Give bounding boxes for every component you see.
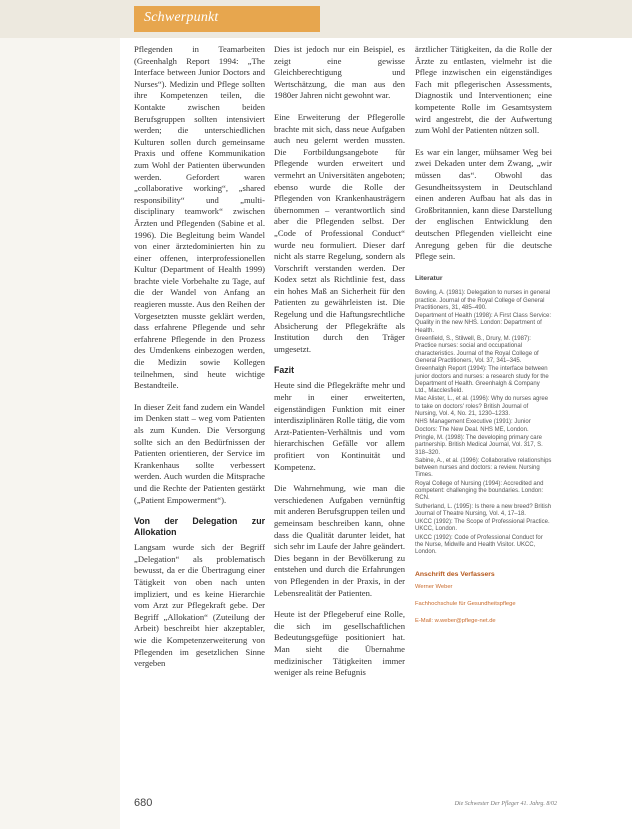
reference-item: Pringle, M. (1998): The developing primary care partnership. British Medical Journal, Vol. 317, S. 318–320.	[415, 434, 543, 456]
reference-item: UKCC (1992): Code of Professional Conduct for the Nurse, Midwife and Health Visitor. UKCC, London.	[415, 534, 543, 556]
paragraph: Die Wahrnehmung, wie man die verschiedenen Aufgaben vernünftig mit anderen Berufsgruppen teilen und gemeinsam beschreiben kann, ohne dass die Qualität darunter leidet, hat sich sehr im Laufe der Jahre geändert. Dies begann in der Bevölkerung zu entstehen und durch die Erfahrungen von Pflegenden in der Praxis, in der Lebensrealität der Patienten.	[274, 483, 405, 598]
reference-item: Department of Health (1998): A First Class Service: Quality in the new NHS. London: Department of Health.	[415, 313, 552, 334]
author-name: Werner Weber	[415, 584, 453, 591]
left-margin	[0, 38, 120, 829]
reference-item: Sutherland, L. (1995): Is there a new breed? British Journal of Theatre Nursing, Vol. 4, 17–18.	[415, 503, 552, 517]
reference-item: Sabine, A., et al. (1996): Collaborative relationships between nurses and doctors: a review. Nursing Times.	[415, 457, 552, 479]
reference-item: Greenhalgh Report (1994): The interface between junior doctors and nurses: a research study for the Department of Health. Greenhalgh & Company Ltd., Macclesfield.	[415, 366, 549, 395]
section-heading: Fazit	[274, 365, 295, 376]
reference-item: UKCC (1992): The Scope of Professional Practice. UKCC, London.	[415, 519, 550, 533]
paragraph: In dieser Zeit fand zudem ein Wandel im Denken statt – weg vom Patienten als zum Kunden. Die Versorgung sollte sich an den Bedürfnissen der Patienten orientieren, der Service im Krankenhaus sollte verbessert werden. Auch wurden die Mitsprache und die Rechte der Patienten gestärkt („Patient Empowerment“).	[134, 401, 265, 505]
reference-item: NHS Management Executive (1991): Junior Doctors: The New Deal. NHS ME, London.	[415, 419, 531, 433]
section-heading: Von der Delegation zur Allokation	[134, 516, 265, 538]
paragraph: ärztlicher Tätigkeiten, da die Rolle der Ärzte zu entlasten, vielmehr ist die Pflege inzwischen ein eigenständiges Fach mit pflegerischen Assessments, Diagnostik und Interventionen; eine kompetente Rolle im Gesamtsystem wird angestrebt, die der Aufwertung zum Wohl der Patienten nützen soll.	[415, 44, 552, 136]
text-column-1	[134, 44, 265, 680]
paragraph: Heute ist der Pflegeberuf eine Rolle, die sich im gesellschaftlichen Bedeutungsgefüge positioniert hat. Man sieht die Übernahme medizinischer Tätigkeiten immer weniger als reine Befugnis	[274, 609, 405, 678]
author-email: E-Mail: w.weber@pflege-net.de	[415, 618, 496, 625]
text-column-2	[274, 44, 405, 689]
reference-item: Mac Alister, L., et al. (1996): Why do nurses agree to take on doctors' roles? British Journal of Nursing, Vol. 4, No. 21, 1230–1233.	[415, 396, 549, 418]
reference-item: Bowling, A. (1981): Delegation to nurses in general practice. Journal of the Royal College of General Practitioners, 31, 485–490.	[415, 290, 551, 311]
paragraph: Pflegenden in Teamarbeiten (Greenhalgh Report 1994: „The Interface between Junior Doctors and Nurses“). Medizin und Pflege sollten ihre Kompetenzen teilen, die Kontakte zwischen beiden Berufsgruppen sollten intensiviert werden; die unterschiedlichen Kulturen sollen durch gemeinsame Praxis und offene Kommunikation zum Wohl der Patienten überwunden werden. Gefordert waren „collaborative working“, „shared responsibility“ und „multi-disciplinary teamwork“ zwischen Ärzten und Pflegenden (Sabine et al. 1996). Die Begleitung beim Wandel von einer ärztedominierten hin zu einer offenen, interprofessionellen Kultur (Department of Health 1999) brachte viele Vorbehalte zu Tage, auf die der Wandel von Anfang an reagieren musste. Aus den Reihen der Vorgesetzten musste geklärt werden, dass erfahrene Pflegende und sehr erfahrene Pflegende in den Prozess des Umdenkens einbezogen werden, die Medizin sowie Kollegen teilnehmen, sind heute wichtige Bestandteile.	[134, 44, 265, 391]
section-tab	[134, 6, 320, 32]
reference-item: Royal College of Nursing (1994): Accredited and competent: challenging the boundaries. London: RCN.	[415, 480, 544, 502]
paragraph: Dies ist jedoch nur ein Beispiel, es zeigt eine gewisse Gleichberechtigung und Wertschätzung, die man aus den 1980er Jahren nicht gewohnt war.	[274, 44, 405, 101]
paragraph: Langsam wurde sich der Begriff „Delegation“ als problematisch bewusst, da er die Übertragung einer Tätigkeit von oben nach unten impliziert, und es keine Hierarchie vom Arzt zur Pflegekraft gebe. Der Begriff „Allokation“ (Zuteilung der Arbeit) beschreibt hier akzeptabler, wie die Kompetenzerweiterung von Pflegenden im gesetzlichen Sinne vergeben	[134, 542, 265, 669]
journal-footer: Die Schwester Der Pfleger 41. Jahrg. 8/02	[454, 801, 557, 807]
author-address-title: Anschrift des Verfassers	[415, 570, 495, 578]
text-column-3	[415, 44, 552, 635]
references-list	[415, 290, 552, 556]
paragraph: Eine Erweiterung der Pflegerolle brachte mit sich, dass neue Aufgaben auch neu gelernt werden mussten. Die Fortbildungsangebote für Pflegende wurden erweitert und vermehrt an Universitäten angeboten; ebenso wurde die Rolle der Pflegenden von Krankenhausträgern übernommen – verantwortlich sind aber die Pflegenden selbst. Der „Code of Professional Conduct“ wurde neu formuliert. Dieser darf nicht als starre Regelung, sondern als Vorschrift verstanden werden. Der Kodex setzt als Richtlinie fest, dass ein hohes Maß an Sicherheit für den Patienten zu gewährleisten ist. Die Regelung und die Haftungsrechtliche Absicherung der Pflegekräfte als Institution durch den Träger umgesetzt.	[274, 111, 405, 354]
page-number: 680	[134, 797, 153, 809]
section-title: Schwerpunkt	[144, 10, 219, 25]
paragraph: Heute sind die Pflegekräfte mehr und mehr in einer erweiterten, eigenständigen Funktion mit einer interdisziplinären Rolle tätig, die vom Arzt-Patienten-Verhältnis und vom hierarchischen Gefälle vor allem profitiert von Kontinuität und Kompetenz.	[274, 380, 405, 472]
author-institution: Fachhochschule für Gesundheitspflege	[415, 601, 516, 608]
reference-item: Greenfield, S., Stilwell, B., Drury, M. (1987): Practice nurses: social and occupational characteristics. Journal of the Royal College of General Practitioners, Vol. 37, 341–345.	[415, 336, 539, 364]
references-title: Literatur	[415, 274, 443, 282]
paragraph: Es war ein langer, mühsamer Weg bei zwei Dekaden unter dem Zwang, „wir müssen das“. Obwohl das Gesundheitssystem in Deutschland einen anderen Aufbau hat als das in Großbritannien, kann diese Darstellung der englischen Entwicklung den deutschen Pflegenden vielleicht eine Anregung geben für die deutsche Pflege sein.	[415, 146, 552, 262]
